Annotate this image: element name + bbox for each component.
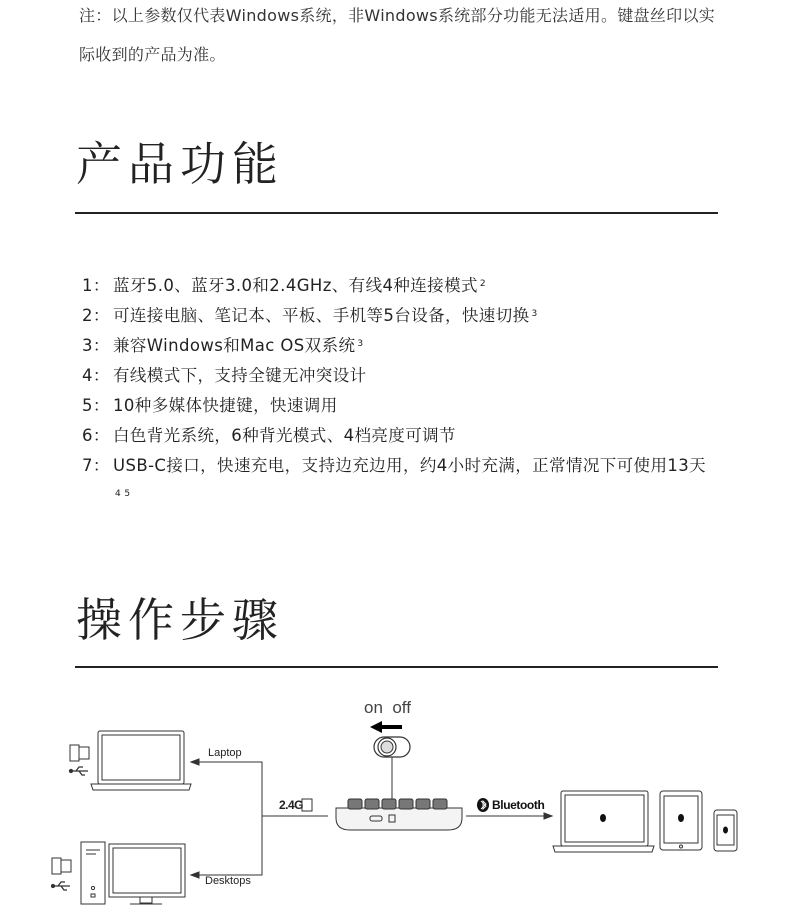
item-number: 4： [82,366,110,385]
laptop-icon [553,791,654,852]
usb-receiver-icon [52,745,89,874]
list-item [82,331,722,361]
item-text: 白色背光系统，6种背光模式、4档亮度可调节 [113,426,456,445]
footnote-ref: 3 [357,339,364,349]
desktop-icon [81,842,185,904]
bluetooth-icon [477,798,489,812]
list-item [82,391,722,421]
footnote: 注：以上参数仅代表Windows系统，非Windows系统部分功能无法适用。键盘丝印以实际收到的产品为准。 [79,6,716,64]
footnote-ref: 4 5 [115,489,131,499]
section-title-steps: 操作步骤 [76,593,284,647]
item-number: 1： [82,276,110,295]
item-number: 3： [82,336,110,355]
item-text: 可连接电脑、笔记本、平板、手机等5台设备，快速切换 [113,306,530,325]
divider [75,666,718,668]
footnote-ref: 3 [531,309,538,319]
divider [75,212,718,214]
laptop-label: Laptop [208,747,242,759]
keyboard-icon [336,799,462,830]
list-item [82,301,722,331]
list-item [82,271,722,301]
section-title-features: 产品功能 [76,137,284,191]
list-item [82,361,722,391]
list-item [82,451,722,511]
item-text: 10种多媒体快捷键，快速调用 [113,396,338,415]
item-number: 7： [82,456,110,475]
item-number: 2： [82,306,110,325]
tablet-icon [660,791,702,850]
item-text: 有线模式下，支持全键无冲突设计 [113,366,367,385]
item-text: 蓝牙5.0、蓝牙3.0和2.4GHz、有线4种连接模式 [113,276,478,295]
desktops-label: Desktops [205,875,251,887]
connection-diagram [0,680,790,915]
phone-icon [714,810,737,851]
wireless-label: 2.4G [279,798,304,812]
item-text: 兼容Windows和Mac OS双系统 [113,336,356,355]
bluetooth-label: Bluetooth [492,798,545,812]
switch-label: on off [364,698,411,717]
item-number: 6： [82,426,110,445]
arrow-left-icon [370,721,402,733]
power-switch-icon [374,737,410,757]
footnote-ref: 2 [479,279,487,289]
list-item [82,421,722,451]
item-number: 5： [82,396,110,415]
laptop-icon [91,731,191,790]
item-text: USB-C接口，快速充电，支持边充边用，约4小时充满，正常情况下可使用13天 [113,456,707,475]
feature-list [82,271,722,511]
